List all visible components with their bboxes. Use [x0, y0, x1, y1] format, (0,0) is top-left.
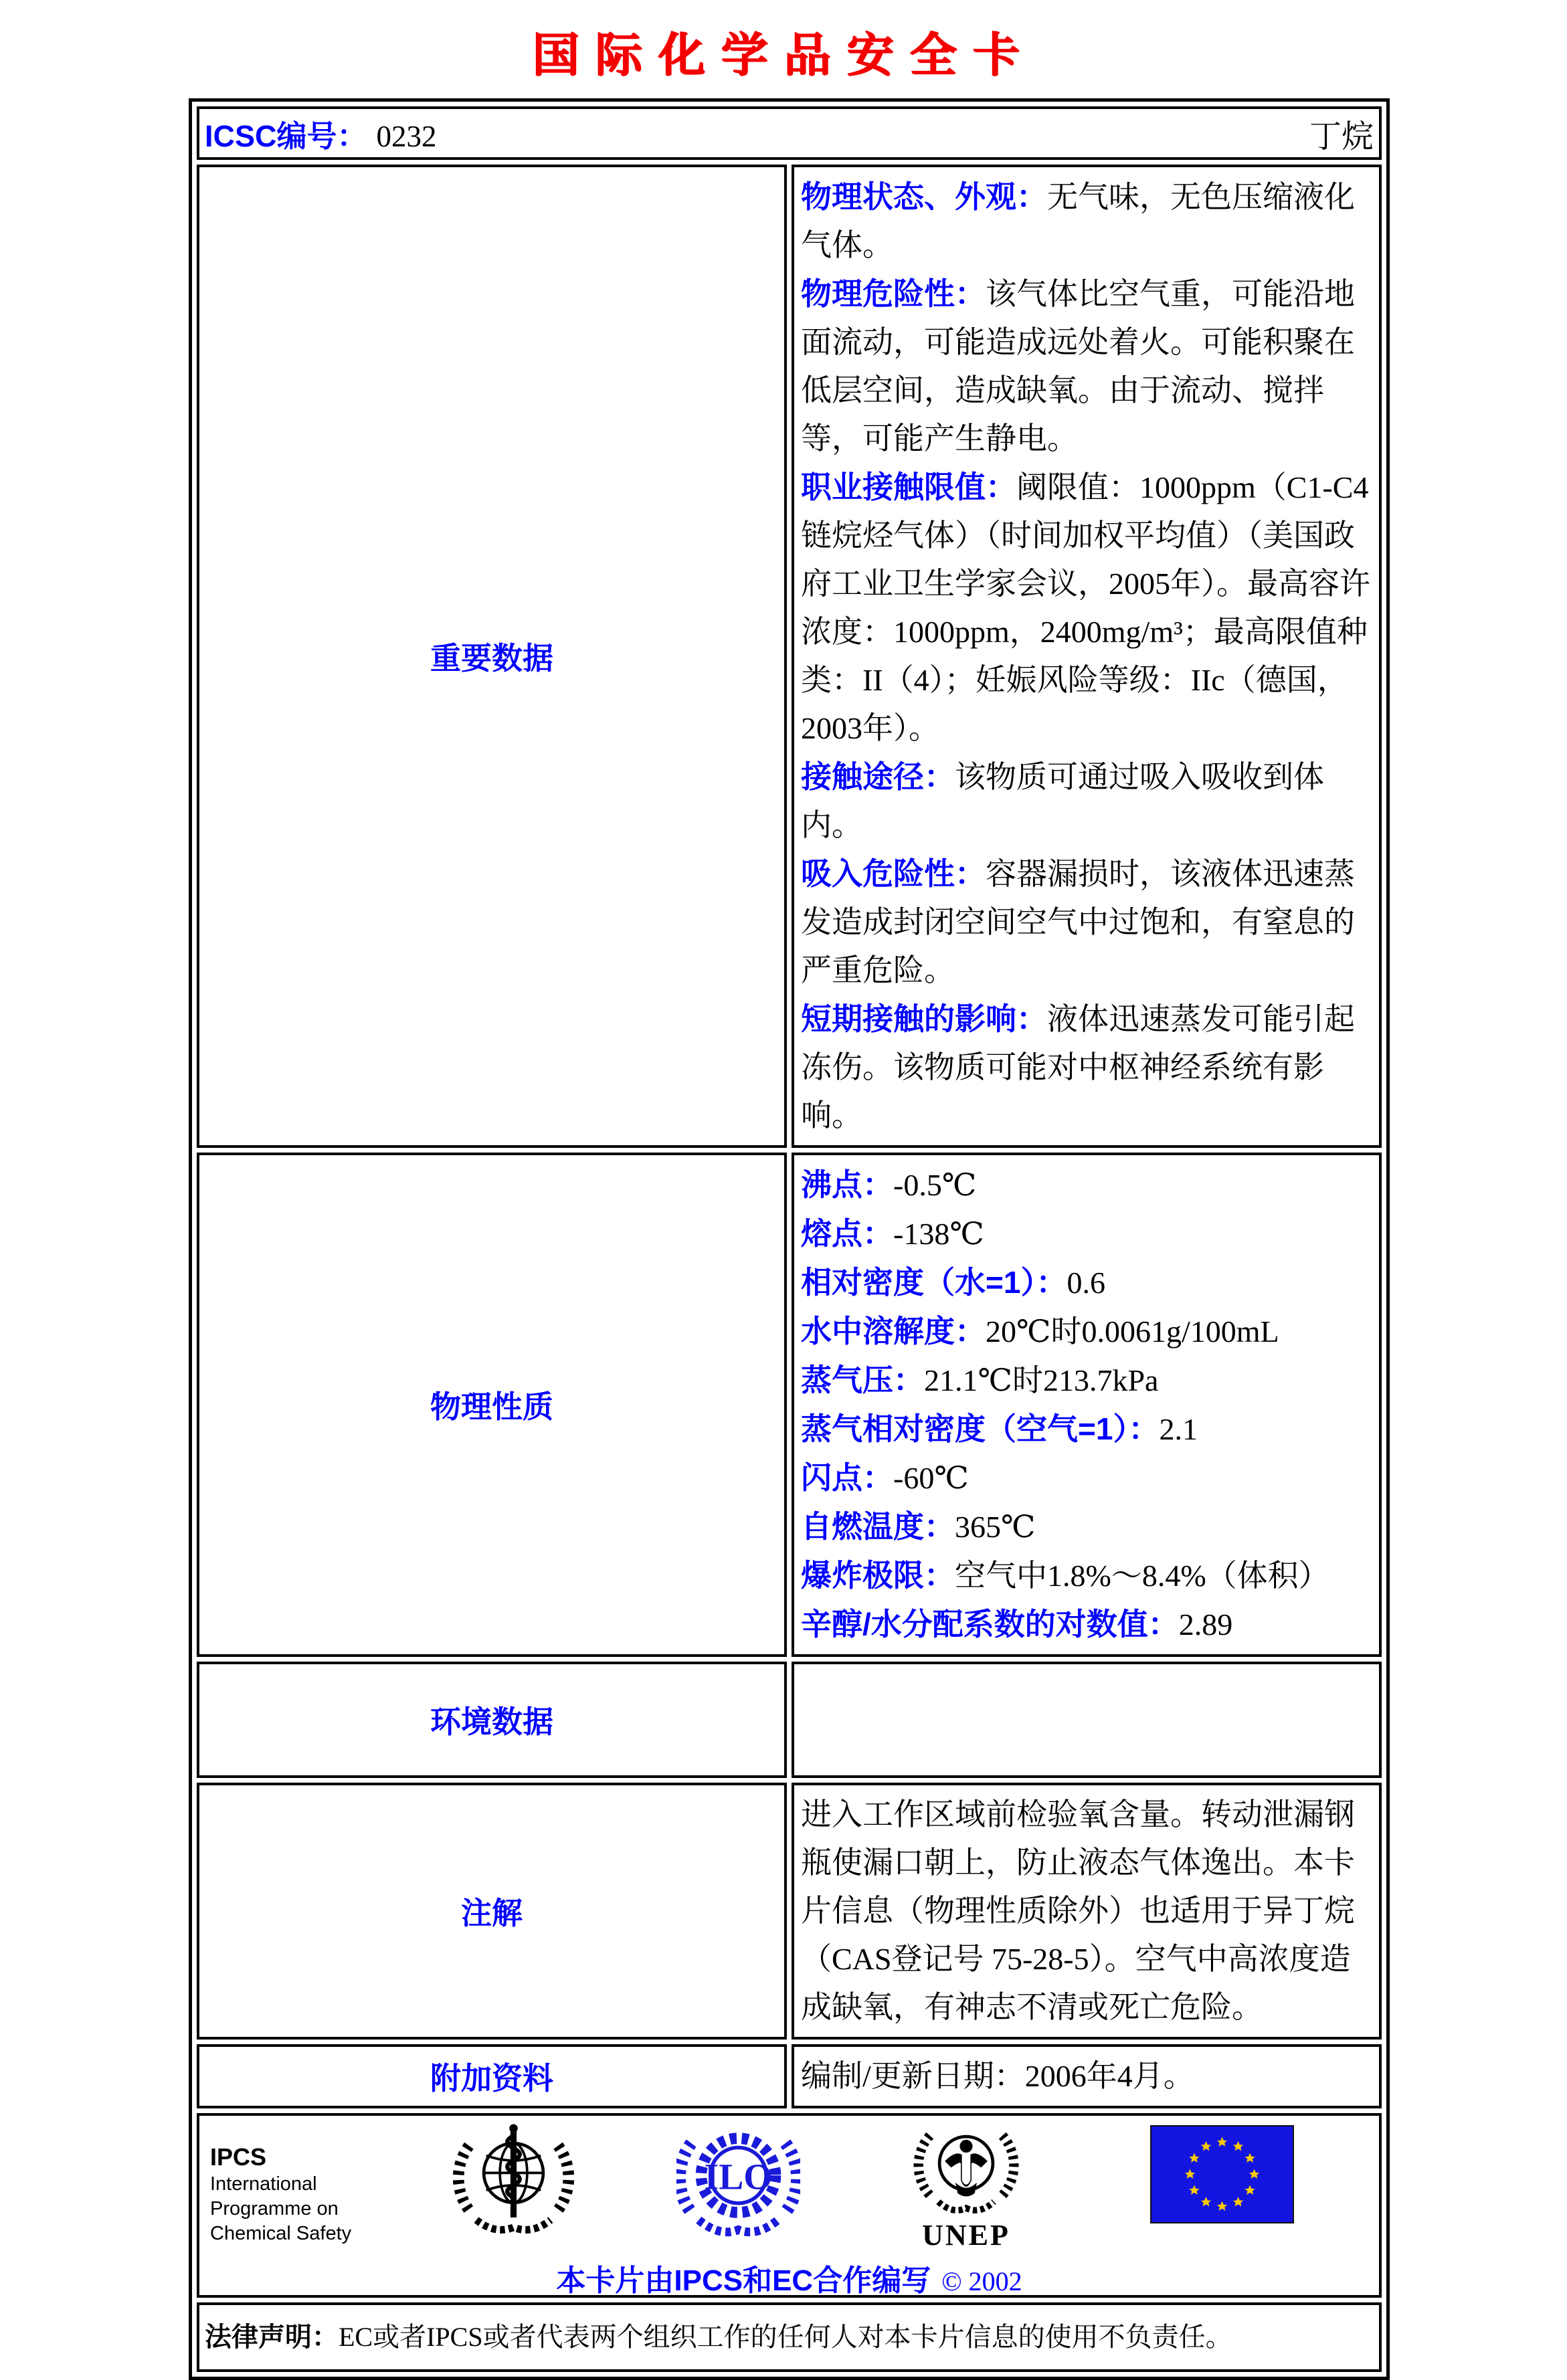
important-data-row [197, 165, 1382, 1148]
unep-logo-icon [913, 2118, 1020, 2219]
field-label: 沸点： [801, 1167, 893, 1202]
field-label: 接触途径： [801, 759, 955, 794]
chemical-name: 丁烷 [1309, 118, 1374, 155]
important-data-item [801, 850, 1374, 995]
icsc-number-label: ICSC编号： [205, 118, 367, 153]
field-value: 365℃ [955, 1510, 1036, 1544]
ipcs-acronym: IPCS [210, 2143, 267, 2171]
important-data-item [801, 995, 1374, 1140]
field-value: 21.1℃时213.7kPa [924, 1363, 1159, 1397]
legal-row [197, 2302, 1382, 2372]
physical-properties-row-label: 物理性质 [197, 1153, 787, 1657]
field-label: 爆炸极限： [801, 1558, 955, 1593]
field-label: 相对密度（水=1）： [801, 1265, 1067, 1300]
property-line [801, 1161, 1374, 1209]
header-cell [197, 106, 1382, 160]
important-data-item [801, 173, 1374, 270]
field-value: 该物质可通过吸入吸收到体内。 [801, 760, 1324, 842]
field-label: 吸入危险性： [801, 856, 986, 891]
eu-flag-icon [1150, 2125, 1294, 2223]
ipcs-line: Programme on [210, 2198, 339, 2219]
ipcs-line: International [210, 2173, 317, 2195]
property-line [801, 1307, 1374, 1356]
important-data-row-label: 重要数据 [197, 165, 787, 1148]
legal-cell [197, 2302, 1382, 2372]
property-line [801, 1454, 1374, 1502]
page-title: 国际化学品安全卡 [532, 27, 1035, 82]
ipcs-text-block [210, 2143, 351, 2246]
important-data-item [801, 753, 1374, 850]
icsc-card-page [0, 17, 1567, 2352]
notes-row [197, 1783, 1382, 2040]
additional-info-content: 编制/更新日期：2006年4月。 [792, 2044, 1382, 2108]
physical-properties-row [197, 1153, 1382, 1657]
ipcs-line: Chemical Safety [210, 2223, 352, 2244]
footer-caption [199, 2256, 1379, 2299]
field-value: 容器漏损时，该液体迅速蒸发造成封闭空间空气中过饱和，有窒息的严重危险。 [801, 857, 1355, 987]
field-label: 辛醇/水分配系数的对数值： [801, 1607, 1179, 1642]
additional-info-row-label: 附加资料 [197, 2044, 787, 2108]
who-logo-icon [452, 2118, 575, 2242]
field-label: 蒸气相对密度（空气=1）： [801, 1411, 1160, 1446]
important-data-item [801, 463, 1374, 753]
physical-properties-content [792, 1153, 1382, 1657]
field-label: 闪点： [801, 1460, 893, 1495]
property-line [801, 1600, 1374, 1649]
ilo-monogram: ILO [704, 2157, 773, 2198]
unep-wordmark: UNEP [922, 2219, 1010, 2252]
field-value: 液体迅速蒸发可能引起冻伤。该物质可能对中枢神经系统有影响。 [801, 1002, 1355, 1132]
field-value: 阈限值：1000ppm（C1-C4链烷烃气体）（时间加权平均值）（美国政府工业卫生学家会议，2005年）。最高容许浓度：1000ppm，2400mg/m³；最高限值种类：II（4）；妊娠风险等级：IIc（德国，2003年）。 [801, 470, 1370, 745]
notes-content: 进入工作区域前检验氧含量。转动泄漏钢瓶使漏口朝上，防止液态气体逸出。本卡片信息（物理性质除外）也适用于异丁烷（CAS登记号 75-28-5）。空气中高浓度造成缺氧，有神志不清或死亡危险。 [792, 1783, 1382, 2040]
additional-info-row [197, 2044, 1382, 2108]
property-line [801, 1209, 1374, 1258]
field-label: 自燃温度： [801, 1509, 955, 1544]
field-label: 水中溶解度： [801, 1314, 986, 1349]
legal-text: EC或者IPCS或者代表两个组织工作的任何人对本卡片信息的使用不负责任。 [339, 2322, 1232, 2352]
property-line [801, 1502, 1374, 1551]
field-value: -0.5℃ [893, 1168, 977, 1202]
field-label: 职业接触限值： [801, 470, 1016, 504]
field-value: 2.89 [1178, 1607, 1233, 1642]
field-label: 短期接触的影响： [801, 1001, 1047, 1036]
field-label: 物理危险性： [801, 276, 986, 311]
icsc-number-value: 0232 [376, 119, 437, 153]
footer-copyright: © 2002 [941, 2266, 1022, 2296]
field-value: -60℃ [893, 1461, 969, 1495]
field-label: 蒸气压： [801, 1363, 924, 1397]
field-label: 物理状态、外观： [801, 179, 1047, 214]
important-data-content [792, 165, 1382, 1148]
unep-logo-block [906, 2118, 1026, 2252]
important-data-item [801, 270, 1374, 463]
field-value: 20℃时0.0061g/100mL [986, 1314, 1279, 1349]
field-value: 无气味，无色压缩液化气体。 [801, 180, 1355, 262]
icsc-number-group [205, 112, 437, 155]
header-row [197, 106, 1382, 160]
property-line [801, 1258, 1374, 1307]
footer-caption-text: 本卡片由IPCS和EC合作编写 [556, 2264, 931, 2297]
field-value: 该气体比空气重，可能沿地面流动，可能造成远处着火。可能积聚在低层空间，造成缺氧。由于流动、搅拌等，可能产生静电。 [801, 277, 1355, 456]
notes-row-label: 注解 [197, 1783, 787, 2040]
icsc-card-table [189, 98, 1390, 2380]
field-value: -138℃ [893, 1217, 984, 1251]
property-line [801, 1405, 1374, 1454]
environmental-data-row [197, 1662, 1382, 1778]
property-line [801, 1551, 1374, 1600]
field-label: 熔点： [801, 1216, 893, 1251]
logos-row [197, 2113, 1382, 2298]
field-value: 空气中1.8%～8.4%（体积） [955, 1559, 1329, 1593]
legal-label: 法律声明： [205, 2322, 339, 2352]
field-value: 0.6 [1067, 1266, 1105, 1300]
ilo-logo-icon [676, 2118, 800, 2242]
property-line [801, 1356, 1374, 1405]
environmental-data-row-label: 环境数据 [197, 1662, 787, 1778]
logos-cell [197, 2113, 1382, 2298]
field-value: 2.1 [1159, 1412, 1198, 1446]
environmental-data-content [792, 1662, 1382, 1778]
